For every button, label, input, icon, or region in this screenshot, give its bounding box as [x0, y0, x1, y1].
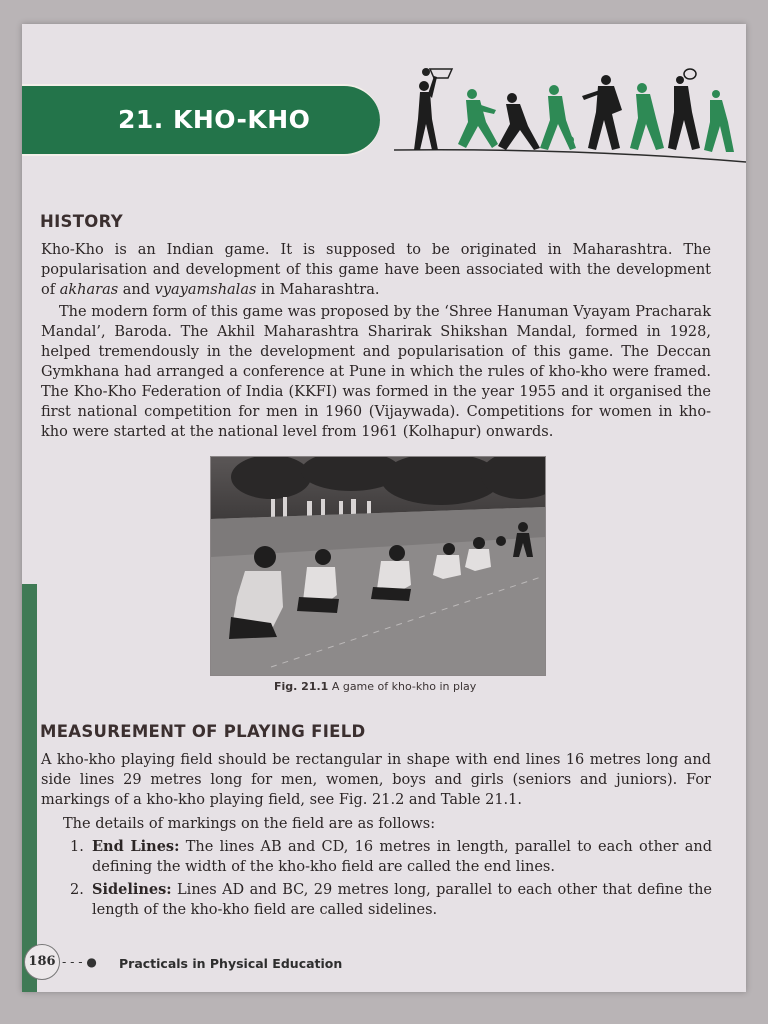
footer-dash-arrow-icon: - - - ● [62, 955, 97, 969]
history-p1-italic-akharas: akharas [59, 282, 119, 298]
history-p1-italic-vyayamshalas: vyayamshalas [154, 282, 257, 298]
list-item-sidelines [70, 880, 712, 920]
history-heading: HISTORY [40, 212, 123, 231]
history-paragraph-2: The modern form of this game was proposed by the ‘Shree Hanuman Vyayam Pracharak Mandal’, Baroda. The Akhil Maharashtra Sharirak Shikshan Mandal, formed in 1928, helped tremendously in the development and popularisation of this game. The Deccan Gymkhana had arranged a conference at Pune in which the rules of kho-kho were framed. The Kho-Kho Federation of India (KKFI) was formed in the year 1955 and it organised the first national competition for men in 1960 (Vijaywada). Competitions for women in kho-kho were started at the national level from 1961 (Kolhapur) onwards. [41, 304, 711, 440]
list-item-term: Sidelines: [92, 881, 172, 898]
list-item-number: 2. [70, 882, 84, 898]
measurement-paragraph-1: A kho-kho playing field should be rectangular in shape with end lines 16 metres long and side lines 29 metres long for men, women, boys and girls (seniors and juniors). For markings of a kho-kho playing field, see Fig. 21.2 and Table 21.1. [41, 752, 711, 808]
list-item-text: The lines AB and CD, 16 metres in length, parallel to each other and defining the width of the kho-kho field are called the end lines. [92, 839, 712, 875]
list-item-term: End Lines: [92, 838, 180, 855]
measurement-heading: MEASUREMENT OF PLAYING FIELD [40, 722, 366, 741]
list-item-end-lines [70, 837, 712, 877]
sports-silhouettes-illustration [394, 64, 746, 164]
measurement-paragraph-2: The details of markings on the field are as follows: [63, 816, 436, 832]
figure-caption [274, 680, 476, 693]
chapter-title-banner [22, 84, 380, 156]
list-item-text: Lines AD and BC, 29 metres long, parallel to each other that define the length of the kho-kho field are called sidelines. [92, 882, 712, 918]
figure-label: Fig. 21.1 [274, 680, 329, 693]
history-p1-text-b: and [118, 282, 155, 298]
figure-caption-text: A game of kho-kho in play [331, 680, 477, 693]
kho-kho-game-photo [210, 456, 546, 676]
history-paragraph-1 [41, 240, 711, 300]
book-page [22, 24, 746, 992]
footer-book-title: Practicals in Physical Education [119, 956, 343, 971]
page-number: 186 [24, 944, 60, 980]
history-p1-text-a: Kho-Kho is an Indian game. It is supposed to be originated in Maharashtra. The popularisation and development of this game have been associated with the development of [41, 242, 711, 298]
history-p1-text-c: in Maharashtra. [256, 282, 380, 298]
list-item-number: 1. [70, 839, 84, 855]
chapter-title: 21. KHO-KHO [118, 105, 311, 134]
page-edge-accent [22, 584, 37, 992]
